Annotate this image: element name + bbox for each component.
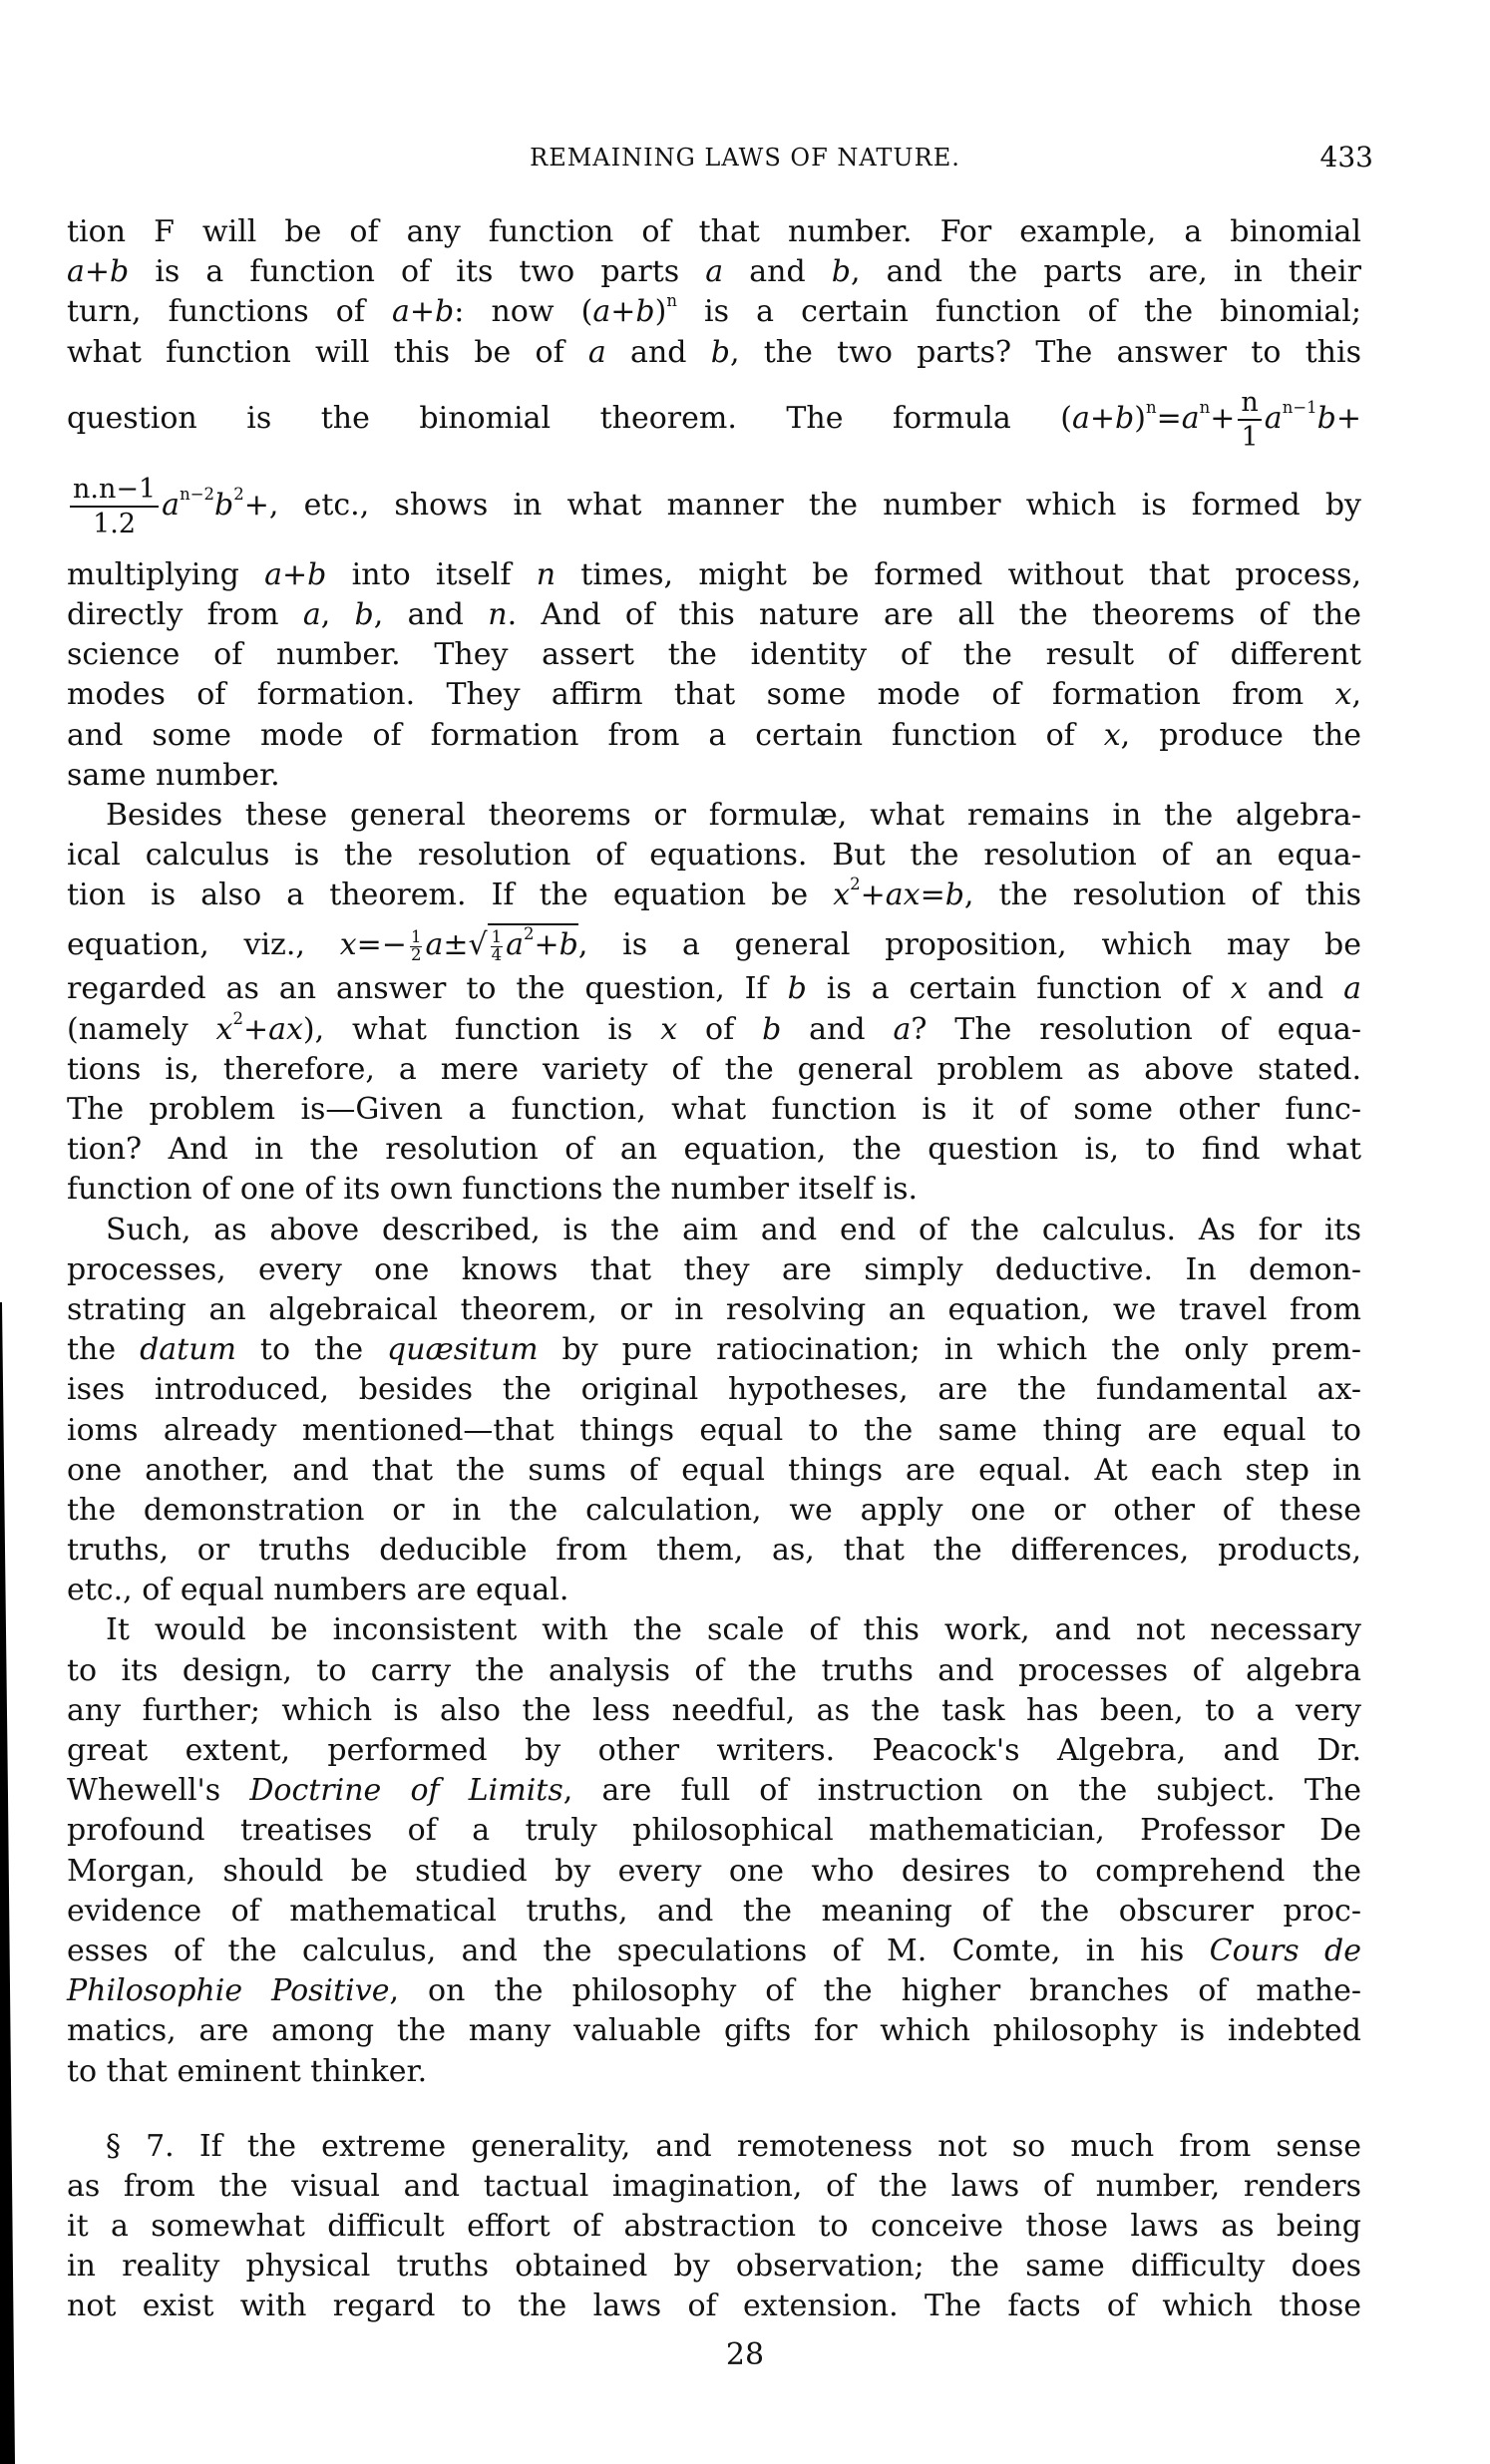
text-run: ±√ [443,927,488,963]
text-line [67,921,1361,969]
body-text [67,212,1361,2327]
radicand: $\frac{1}{4}$ $a^2+b$ [488,923,578,962]
text-run: , produce the [1120,717,1361,753]
text-run: is a function of its two parts [129,254,706,290]
text-line [67,1130,1361,1170]
text-run: to that eminent thinker. [67,2053,428,2089]
text-line [67,471,1361,540]
text-line [67,1651,1361,1691]
denominator: 4 [491,944,503,964]
text-run: science of number. They assert the identity of the result of different [67,637,1361,673]
math-italic: a [1181,400,1200,436]
text-run: into itself [326,556,537,592]
text-run: , are full of instruction on the subject. The [562,1773,1362,1809]
superscript: n [666,291,677,311]
text-run: by pure ratiocination; in which the only prem- [538,1332,1361,1368]
text-line [67,1811,1361,1851]
math-italic: b [831,254,851,290]
text-run: and [723,254,832,290]
superscript: 2 [232,1008,243,1028]
text-run: to the [235,1332,388,1368]
fraction [70,473,159,539]
math-italic: b [214,487,234,523]
scan-binding-edge [0,0,20,2464]
text-run: (namely [67,1011,216,1047]
text-line [67,796,1361,836]
text-run: tion is also a theorem. If the equation be [67,878,834,913]
text-run: strating an algebraical theorem, or in resolving an equation, we travel from [67,1291,1361,1327]
numerator: 1 [410,927,422,947]
math-italic: a+b [592,294,655,330]
text-line [67,1170,1361,1210]
text-run: matics, are among the many valuable gifts for which philosophy is indebted [67,2013,1361,2049]
text-line [67,876,1361,915]
superscript: n [1199,397,1211,417]
text-run: turn, functions of [67,294,393,330]
math-italic: x [215,1011,233,1047]
math-italic: b [787,971,807,1007]
text-run: any further; which is also the less needful, as the task has been, to a very [67,1692,1361,1728]
math-italic: Cours de [1209,1933,1361,1968]
superscript: n [1145,397,1157,417]
text-run: ? The resolution of equa- [911,1011,1361,1047]
math-italic: x [660,1011,678,1047]
text-line [67,1971,1361,2011]
math-italic: x [1230,971,1248,1007]
superscript: 2 [850,875,861,894]
text-run: esses of the calculus, and the speculations of M. Comte, in his [67,1933,1210,1968]
text-line [67,1852,1361,1892]
text-line [67,716,1361,756]
text-line [67,1571,1361,1610]
text-line [67,1731,1361,1771]
text-line [67,635,1361,675]
text-line [67,384,1361,454]
text-line [67,1250,1361,1290]
math-italic: a+b [264,556,327,592]
math-italic: x [1103,717,1121,753]
text-line [67,675,1361,715]
math-italic: a [893,1011,912,1047]
text-run: Morgan, should be studied by every one who desires to comprehend the [67,1853,1361,1889]
math-italic: ax [268,1011,303,1047]
math-italic: n [488,596,508,632]
math-italic: a [162,487,181,523]
text-run: + [860,878,886,913]
text-run: of [677,1011,763,1047]
text-run: = [920,878,945,913]
page-number: 433 [1319,141,1373,174]
text-line [67,1411,1361,1451]
math-italic: a [587,334,606,370]
text-run: + [1210,400,1236,436]
text-run: is a certain function of [806,971,1231,1007]
text-run: truths, or truths deducible from them, as, that the differences, products, [67,1533,1361,1569]
superscript: 2 [233,484,244,504]
text-run: profound treatises of a truly philosophical mathematician, Professor De [67,1813,1361,1849]
text-run: processes, every one knows that they are simply deductive. In demon- [67,1251,1361,1287]
math-italic: a+b [1072,400,1135,436]
text-run: , the resolution of this [963,878,1361,913]
text-line [67,212,1361,252]
text-run: + [1335,400,1361,436]
text-run: is a certain function of the binomial; [676,294,1361,330]
text-line [67,595,1361,635]
text-line [67,1090,1361,1130]
superscript: n−2 [180,484,215,504]
math-italic: b [762,1011,782,1047]
text-run: , [1351,677,1361,713]
text-run: not exist with regard to the laws of extension. The facts of which those [67,2288,1361,2324]
math-italic: a+b [67,254,130,290]
text-line [67,1050,1361,1090]
text-run: ) [1134,400,1146,436]
text-run: , [320,596,355,632]
math-italic: a [425,927,444,963]
text-run: ), what function is [302,1011,661,1047]
text-run: ) [654,294,667,330]
text-run: Whewell's [67,1773,250,1809]
text-line [67,555,1361,595]
math-italic: a [1343,971,1362,1007]
text-run: , the two parts? The answer to this [729,334,1361,370]
text-run: evidence of mathematical truths, and the meaning of the obscurer proc- [67,1893,1361,1929]
text-line [67,2287,1361,2326]
text-line [67,1330,1361,1370]
text-run: what function will this be of [67,334,588,370]
text-run: tion? And in the resolution of an equation, the question is, to find what [67,1132,1361,1168]
math-italic: x [833,878,851,913]
math-italic: a [302,596,321,632]
math-italic: x [1334,677,1352,713]
text-run: § 7. If the extreme generality, and remoteness not so much from sense [106,2128,1361,2164]
text-line [67,2167,1361,2207]
text-run: directly from [67,596,303,632]
math-italic: ax [885,878,921,913]
text-run: +, etc., shows in what manner the number which is formed by [243,487,1361,523]
text-line [67,292,1361,332]
text-line [67,1370,1361,1410]
math-italic: b [354,596,374,632]
text-run: + [242,1011,269,1047]
numerator: 1 [491,927,503,947]
text-run: . And of this nature are all the theorems of the [507,596,1361,632]
text-run: etc., of equal numbers are equal. [67,1573,569,1608]
text-run: ical calculus is the resolution of equations. But the resolution of an equa- [67,838,1361,874]
text-run: , is a general proposition, which may be [577,927,1361,963]
text-run: =− [356,927,407,963]
text-run: modes of formation. They affirm that some mode of formation from [67,677,1335,713]
math-italic: b [944,878,964,913]
text-run: the demonstration or in the calculation, we apply one or other of these [67,1492,1361,1528]
text-run: function of one of its own functions the number itself is. [67,1172,919,1208]
text-run: and [1247,971,1344,1007]
text-run: great extent, performed by other writers. Peacock's Algebra, and Dr. [67,1733,1361,1768]
text-line [67,1211,1361,1250]
text-run: times, might be formed without that process, [556,556,1361,592]
text-run: the [67,1332,141,1368]
math-italic: a [506,927,524,963]
math-italic: b [710,334,730,370]
text-run: , and [373,596,489,632]
text-run: same number. [67,757,280,793]
text-run: and [781,1011,894,1047]
text-line [67,1491,1361,1531]
text-line [67,2207,1361,2247]
text-line [67,1691,1361,1731]
text-line [67,2247,1361,2287]
text-line [67,2011,1361,2051]
math-italic: quæsitum [387,1332,539,1368]
denominator: 2 [410,944,422,964]
text-line [67,969,1361,1009]
signature-mark: 28 [725,2337,765,2372]
text-line [67,1290,1361,1330]
math-italic: a [1264,400,1283,436]
text-line [67,333,1361,373]
text-line [67,1531,1361,1571]
text-run: in reality physical truths obtained by observation; the same difficulty does [67,2249,1361,2285]
fraction [410,929,423,963]
text-line [67,1932,1361,1971]
text-line [67,2052,1361,2092]
text-run: The problem is—Given a function, what function is it of some other func- [67,1092,1361,1127]
math-italic: a+b [392,294,455,330]
text-run: It would be inconsistent with the scale of this work, and not necessary [106,1612,1361,1648]
text-run: question is the binomial theorem. The formula ( [67,400,1072,436]
math-italic: a [705,254,724,290]
text-run: equation, viz., [67,927,340,963]
text-line [67,836,1361,876]
text-run: Besides these general theorems or formulæ, what remains in the algebra- [106,797,1361,833]
math-italic: b [1316,400,1336,436]
running-title: REMAINING LAWS OF NATURE. [530,144,960,172]
text-run: and [605,334,711,370]
math-italic: datum [140,1332,236,1368]
denominator: 1 [1241,421,1259,453]
text-line [67,1451,1361,1491]
text-run: , and the parts are, in their [851,254,1361,290]
fraction [491,929,504,963]
text-line [67,1771,1361,1811]
numerator: n [1238,389,1261,421]
text-run: it a somewhat difficult effort of abstraction to conceive those laws as being [67,2209,1361,2245]
superscript: 2 [523,924,535,944]
text-line [67,1610,1361,1650]
text-run: ioms already mentioned—that things equal to the same thing are equal to [67,1412,1361,1448]
math-italic: n [536,556,557,592]
text-run: and some mode of formation from a certain function of [67,717,1104,753]
text-run: as from the visual and tactual imagination, of the laws of number, renders [67,2168,1361,2204]
numerator: n.n−1 [70,476,159,508]
text-run: multiplying [67,556,265,592]
text-run: regarded as an answer to the question, If [67,971,788,1007]
text-run: ises introduced, besides the original hypotheses, are the fundamental ax- [67,1372,1361,1408]
math-italic: b [559,927,578,963]
text-run: to its design, to carry the analysis of the truths and processes of algebra [67,1652,1361,1688]
fraction [1238,386,1261,453]
text-run: : now ( [454,294,593,330]
text-run: = [1156,400,1182,436]
text-run: tions is, therefore, a mere variety of the general problem as above stated. [67,1051,1361,1087]
math-italic: x [339,927,357,963]
text-line [67,2127,1361,2167]
text-line [67,756,1361,796]
text-run: tion F will be of any function of that number. For example, a binomial [67,214,1361,249]
text-run: , on the philosophy of the higher branches of mathe- [389,1973,1361,2009]
text-line [67,1010,1361,1050]
text-run: one another, and that the sums of equal things are equal. At each step in [67,1452,1361,1488]
denominator: 1.2 [93,508,137,539]
text-run: Such, as above described, is the aim and end of the calculus. As for its [106,1212,1361,1247]
text-line [67,252,1361,292]
text-line [67,1892,1361,1932]
math-italic: Doctrine of Limits [249,1773,563,1809]
superscript: n−1 [1282,397,1317,417]
math-italic: Philosophie Positive [67,1973,390,2009]
